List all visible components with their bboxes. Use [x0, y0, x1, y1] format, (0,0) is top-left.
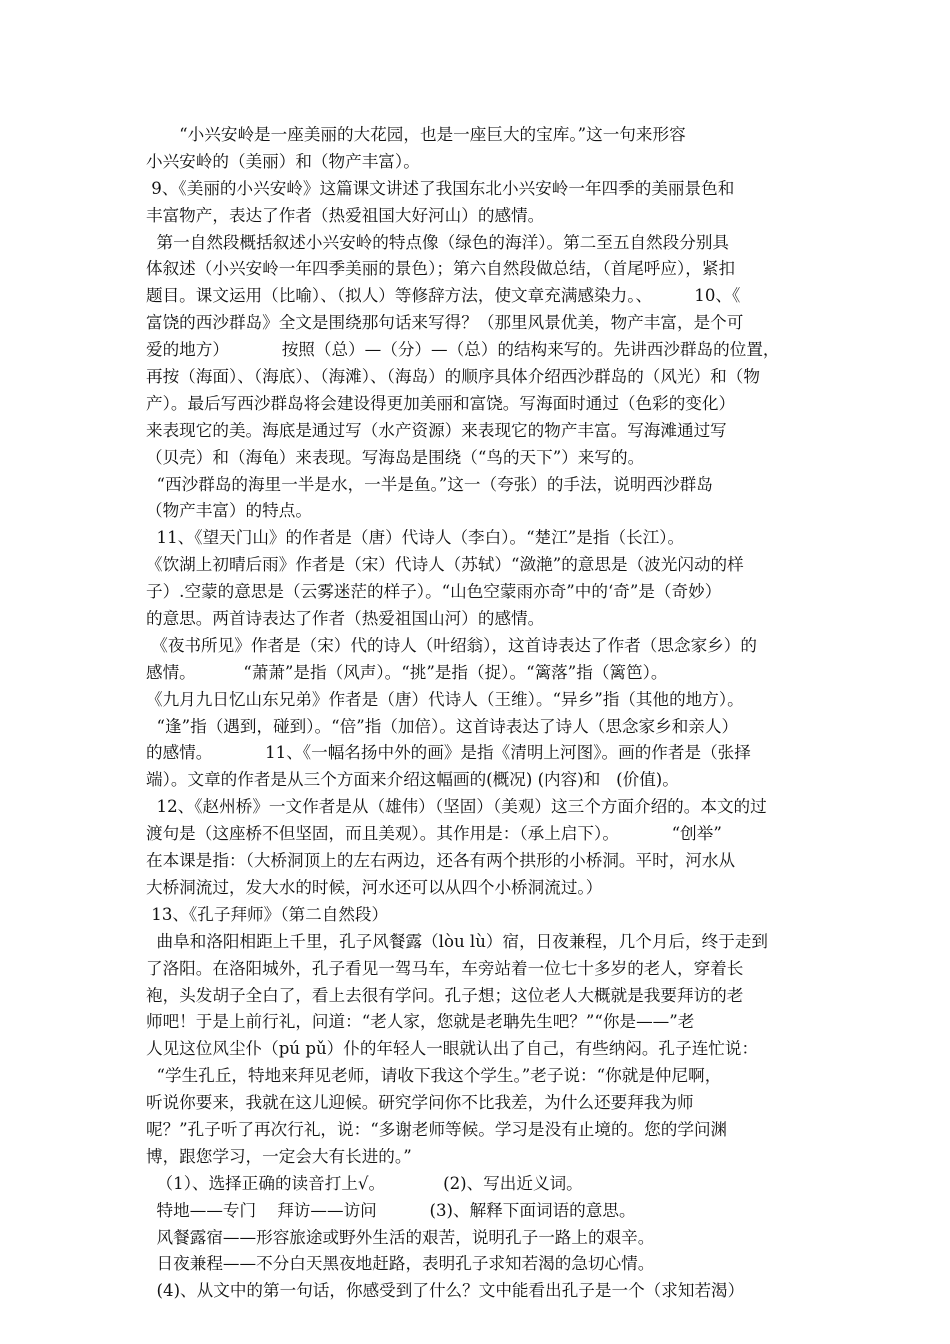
- document-body: [146, 122, 814, 1305]
- text-line: 《饮湖上初晴后雨》作者是（宋）代诗人（苏轼）“潋滟”的意思是（波光闪动的样: [146, 555, 744, 575]
- text-line: “逢”指（遇到，碰到）。“倍”指（加倍）。这首诗表达了诗人（思念家乡和亲人）: [146, 716, 739, 736]
- text-line: 来表现它的美。海底是通过写（水产资源）来表现它的物产丰富。写海滩通过写: [146, 420, 727, 440]
- text-line: 的意思。两首诗表达了作者（热爱祖国山河）的感情。: [146, 609, 545, 629]
- text-line: 爱的地方） 按照（总）—（分）—（总）的结构来写的。先讲西沙群岛的位置，: [146, 340, 780, 360]
- text-line: 小兴安岭的（美丽）和（物产丰富）。: [146, 151, 420, 171]
- text-line: 11、《望天门山》的作者是（唐）代诗人（李白）。“楚江”是指（长江）。: [146, 528, 685, 548]
- text-line: 丰富物产，表达了作者（热爱祖国大好河山）的感情。: [146, 205, 545, 225]
- text-line: 感情。 “萧萧”是指（风声）。“挑”是指（捉）。“篱落”指（篱笆）。: [146, 662, 668, 682]
- text-line: 渡句是（这座桥不但坚固，而且美观）。其作用是：（承上启下）。 “创举”: [146, 824, 722, 844]
- text-line: (4)、从文中的第一句话，你感受到了什么？文中能看出孔子是一个（求知若渴）: [146, 1281, 745, 1301]
- text-line: （贝壳）和（海龟）来表现。写海岛是围绕（“鸟的天下”）来写的。: [146, 447, 645, 467]
- text-line: 听说你要来，我就在这儿迎候。研究学问你不比我差，为什么还要拜我为师: [146, 1093, 694, 1113]
- text-line: （1）、选择正确的读音打上√。 (2)、写出近义词。: [146, 1173, 583, 1193]
- text-line: 《夜书所见》作者是（宋）代的诗人（叶绍翁），这首诗表达了作者（思念家乡）的: [146, 635, 757, 655]
- text-line: 题目。课文运用（比喻）、（拟人）等修辞方法，使文章充满感染力。、 10、《: [146, 286, 741, 306]
- text-line: 产）。最后写西沙群岛将会建设得更加美丽和富饶。写海面时通过（色彩的变化）: [146, 393, 736, 413]
- text-line: 端）。文章的作者是从三个方面来介绍这幅画的(概况) (内容)和 (价值)。: [146, 770, 679, 790]
- text-line: 子）.空蒙的意思是（云雾迷茫的样子）。“山色空蒙雨亦奇”中的‘奇”是（奇妙）: [146, 582, 722, 602]
- text-line: 呢？”孔子听了再次行礼，说：“多谢老师等候。学习是没有止境的。您的学问渊: [146, 1119, 728, 1139]
- text-line: 《九月九日忆山东兄弟》作者是（唐）代诗人（王维）。“异乡”指（其他的地方）。: [146, 689, 744, 709]
- text-line: 特地——专门 拜访——访问 (3)、解释下面词语的意思。: [146, 1200, 636, 1220]
- text-line: 曲阜和洛阳相距上千里，孔子风餐露（lòu lù）宿，日夜兼程，几个月后，终于走到: [146, 931, 768, 951]
- text-line: “学生孔丘，特地来拜见老师，请收下我这个学生。”老子说：“你就是仲尼啊，: [146, 1066, 722, 1086]
- text-line: 袍，头发胡子全白了，看上去很有学问。孔子想；这位老人大概就是我要拜访的老: [146, 985, 744, 1005]
- text-line: “小兴安岭是一座美丽的大花园，也是一座巨大的宝库。”这一句来形容: [146, 125, 686, 144]
- text-line: 了洛阳。在洛阳城外，孔子看见一驾马车，车旁站着一位七十多岁的老人，穿着长: [146, 958, 744, 978]
- text-line: 富饶的西沙群岛》全文是围绕那句话来写得？（那里风景优美，物产丰富，是个可: [146, 313, 744, 333]
- text-line: “西沙群岛的海里一半是水，一半是鱼。”这一（夸张）的手法，说明西沙群岛: [146, 474, 713, 494]
- text-line: 风餐露宿——形容旅途或野外生活的艰苦，说明孔子一路上的艰辛。: [146, 1227, 655, 1247]
- text-line: 13、《孔子拜师》（第二自然段）: [146, 904, 389, 924]
- text-line: 第一自然段概括叙述小兴安岭的特点像（绿色的海洋）。第二至五自然段分别具: [146, 232, 730, 252]
- text-line: 9、《美丽的小兴安岭》这篇课文讲述了我国东北小兴安岭一年四季的美丽景色和: [146, 178, 735, 198]
- text-line: 日夜兼程——不分白天黑夜地赶路，表明孔子求知若渴的急切心情。: [146, 1254, 655, 1274]
- text-line: 在本课是指：（大桥洞顶上的左右两边，还各有两个拱形的小桥洞。平时，河水从: [146, 851, 736, 871]
- text-line: （物产丰富）的特点。: [146, 501, 312, 521]
- text-line: 的感情。 11、《一幅名扬中外的画》是指《清明上河图》。画的作者是（张择: [146, 743, 751, 763]
- text-line: 人见这位风尘仆（pú pǔ）仆的年轻人一眼就认出了自己，有些纳闷。孔子连忙说：: [146, 1039, 759, 1059]
- text-line: 再按（海面）、（海底）、（海滩）、（海岛）的顺序具体介绍西沙群岛的（风光）和（物: [146, 367, 760, 387]
- text-line: 大桥洞流过，发大水的时候，河水还可以从四个小桥洞流过。）: [146, 877, 603, 897]
- text-line: 体叙述（小兴安岭一年四季美丽的景色）；第六自然段做总结，（首尾呼应），紧扣: [146, 259, 736, 279]
- text-line: 博，跟您学习，一定会大有长进的。”: [146, 1146, 412, 1166]
- text-line: 师吧！于是上前行礼，问道：“老人家，您就是老聃先生吧？”“你是——”老: [146, 1012, 695, 1032]
- text-line: 12、《赵州桥》一文作者是从（雄伟）（坚固）（美观）这三个方面介绍的。本文的过: [146, 797, 767, 817]
